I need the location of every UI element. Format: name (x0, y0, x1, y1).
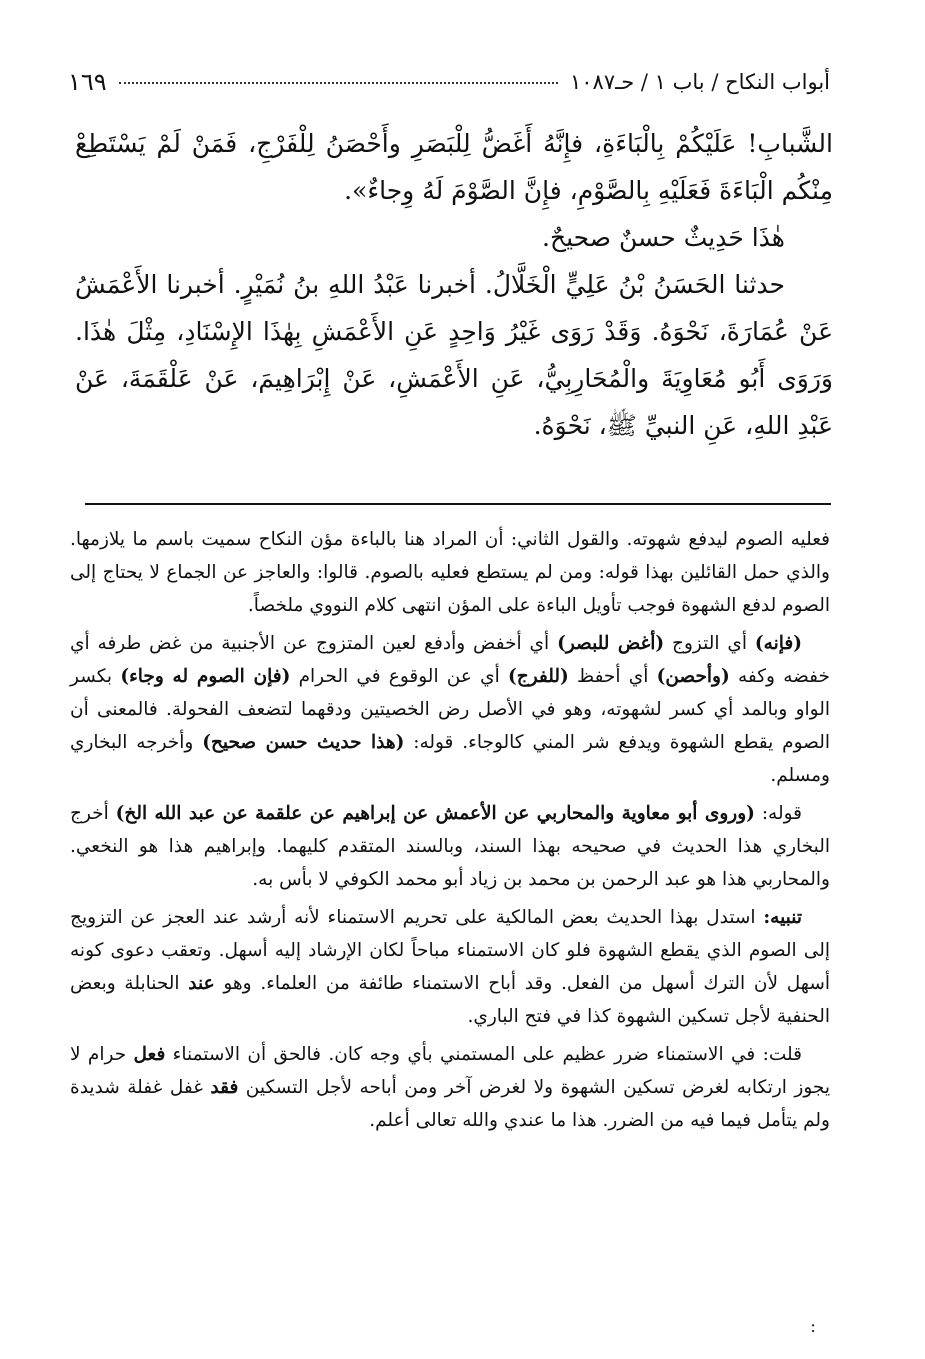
running-title: أبواب النكاح / باب ١ / حـ١٠٨٧ (569, 70, 830, 94)
note-label: تنبيه: (763, 907, 802, 928)
quoted-phrase: (وروى أبو معاوية والمحاربي عن الأعمش عن إبراهيم عن علقمة عن عبد الله الخ) (115, 803, 755, 824)
commentary (70, 523, 830, 1142)
dotted-leader (119, 81, 558, 84)
page-header (68, 62, 830, 102)
page-number: ١٦٩ (68, 68, 107, 96)
commentary-text: أي أخفض وأدفع لعين المتزوج عن الأجنبية من غض طرفه أي خفضه وكفه (70, 633, 830, 687)
hadith-grading: هٰذَا حَدِيثٌ حسنٌ صحيحٌ. (542, 223, 785, 252)
commentary-text: أي عن الوقوع في الحرام (290, 666, 508, 687)
footnote-divider (85, 503, 831, 505)
commentary-text: بكسر الواو وبالمد أي كسر لشهوته، وهو في الأصل رض الخصيتين ودقهما لتضعف الفحولة. فالمعنى أن الصوم يقطع الشهوة ويدفع شر المني كالوجاء. قوله: (70, 666, 831, 753)
commentary-paragraph-3 (70, 797, 830, 896)
commentary-text: قوله: (754, 803, 803, 824)
bold-word: فقد (210, 1077, 239, 1098)
quoted-phrase: (فإنه) (754, 633, 802, 654)
footer-mark: : (810, 1316, 817, 1337)
commentary-text: وأخرجه البخاري ومسلم. (70, 732, 830, 786)
quoted-phrase: (وأحصن) (656, 666, 730, 687)
quoted-phrase: (أغض للبصر) (557, 633, 665, 654)
commentary-text: غفل غفلة شديدة ولم يتأمل فيما فيه من الضرر. هذا ما عندي والله تعالى أعلم. (70, 1077, 830, 1131)
commentary-paragraph-4 (70, 901, 830, 1033)
commentary-text: حرام لا يجوز ارتكابه لغرض تسكين الشهوة ولا لغرض آخر ومن أباحه لأجل التسكين (70, 1044, 831, 1098)
commentary-text: أي أحفظ (568, 666, 657, 687)
commentary-text: أخرج البخاري هذا الحديث في صحيحه بهذا السند، وبالسند المتقدم كليهما. وإبراهيم هذا هو النخعي. والمحاربي هذا هو عبد الرحمن بن محمد بن زياد أبو محمد الكوفي لا بأس به. (70, 803, 830, 890)
commentary-text: أي التزوج (664, 633, 755, 654)
commentary-paragraph-5 (70, 1038, 830, 1137)
hadith-isnad: حدثنا الحَسَنُ بْنُ عَلِيٍّ الْخَلَّالُ. أخبرنا عَبْدُ اللهِ بنُ نُمَيْرٍ. أخبرنا الأَعْمَشُ عَنْ عُمَارَةَ، نَحْوَهُ. وَقَدْ رَوَى غَيْرُ وَاحِدٍ عَنِ الأَعْمَشِ بِهٰذَا الإِسْنَادِ، مِثْلَ هٰذَا. وَرَوَى أَبُو مُعَاوِيَةَ والْمُحَارِبِيُّ، عَنِ الأَعْمَشِ، عَنْ إِبْرَاهِيمَ، عَنْ عَلْقَمَةَ، عَنْ عَبْدِ اللهِ، عَنِ النبيِّ ﷺ، نَحْوَهُ. (75, 270, 833, 440)
bold-word: عند (188, 973, 215, 994)
quoted-phrase: (للفرج) (508, 666, 569, 687)
commentary-text: الحنابلة وبعض الحنفية لأجل تسكين الشهوة كذا في فتح الباري. (70, 973, 830, 1027)
quoted-phrase: (فإن الصوم له وجاء) (120, 666, 291, 687)
commentary-text: قلت: في الاستمناء ضرر عظيم على المستمني بأي وجه كان. فالحق أن الاستمناء (165, 1044, 802, 1065)
commentary-paragraph-1: فعليه الصوم ليدفع شهوته. والقول الثاني: أن المراد هنا بالباءة مؤن النكاح سميت باسم ما يلازمها. والذي حمل القائلين بهذا قوله: ومن لم يستطع فعليه بالصوم. قالوا: والعاجز عن الجماع لا يحتاج إلى الصوم لدفع الشهوة فوجب تأويل الباءة على المؤن انتهى كلام النووي ملخصاً. (70, 529, 830, 616)
commentary-text: استدل بهذا الحديث بعض المالكية على تحريم الاستمناء لأنه أرشد عند العجز عن التزويج إلى الصوم الذي يقطع الشهوة فلو كان الاستمناء مباحاً لكان الإرشاد إليه أسهل. وتعقب دعوى كونه أسهل لأن الترك أسهل من الفعل. وقد أباح الاستمناء طائفة من العلماء. وهو (70, 907, 830, 994)
hadith-paragraph-1: الشَّبابِ! عَلَيْكُمْ بِالْبَاءَةِ، فإِنَّهُ أَغَضُّ لِلْبَصَرِ وأَحْصَنُ لِلْفَرْجِ، فَمَنْ لَمْ يَسْتَطِعْ مِنْكُم الْبَاءَةَ فَعَلَيْهِ بِالصَّوْمِ، فإِنَّ الصَّوْمَ لَهُ وِجاءٌ». (75, 129, 833, 205)
quoted-phrase: (هذا حديث حسن صحيح) (202, 732, 405, 753)
bold-word: فعل (133, 1044, 166, 1065)
hadith-text (75, 120, 833, 449)
commentary-paragraph-2 (70, 627, 830, 792)
